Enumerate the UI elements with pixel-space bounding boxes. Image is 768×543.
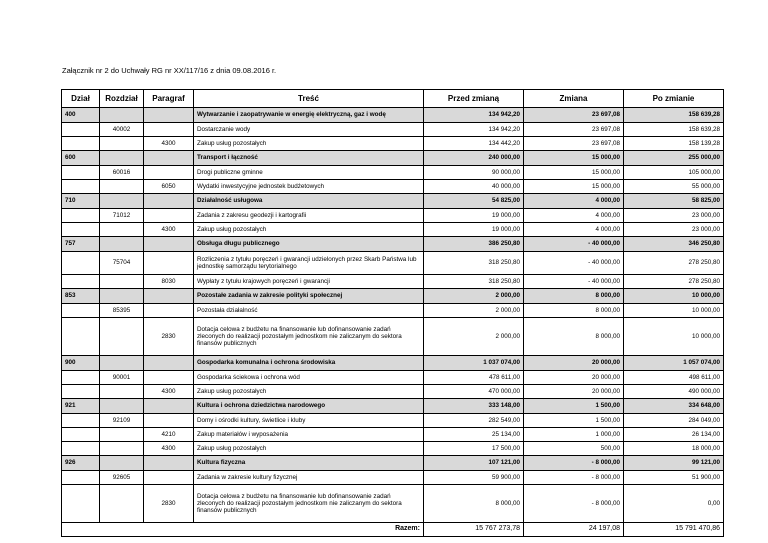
cell-przed-zmiana: 54 825,00 [424, 194, 524, 209]
cell-paragraf: 4300 [144, 137, 194, 151]
cell-dzial [62, 318, 100, 356]
cell-po-zmianie: 26 134,00 [624, 428, 724, 442]
cell-przed-zmiana: 478 611,00 [424, 371, 524, 385]
cell-dzial [62, 471, 100, 485]
cell-po-zmianie: 278 250,80 [624, 275, 724, 289]
cell-paragraf [144, 108, 194, 123]
cell-przed-zmiana: 134 942,20 [424, 108, 524, 123]
cell-zmiana: 4 000,00 [524, 194, 624, 209]
header-tresc: Treść [194, 90, 424, 108]
cell-zmiana: 8 000,00 [524, 304, 624, 318]
cell-zmiana: 15 000,00 [524, 180, 624, 194]
cell-zmiana: 4 000,00 [524, 223, 624, 237]
cell-zmiana: 1 500,00 [524, 399, 624, 414]
cell-tresc: Wypłaty z tytułu krajowych poręczeń i gwarancji [194, 275, 424, 289]
cell-rozdzial [100, 194, 144, 209]
cell-przed-zmiana: 470 000,00 [424, 385, 524, 399]
cell-przed-zmiana: 17 500,00 [424, 442, 524, 456]
table-row-dzial [62, 356, 724, 371]
table-row [62, 471, 724, 485]
cell-rozdzial [100, 318, 144, 356]
header-przed-zmiana: Przed zmianą [424, 90, 524, 108]
cell-dzial [62, 275, 100, 289]
cell-po-zmianie: 10 000,00 [624, 289, 724, 304]
cell-po-zmianie: 10 000,00 [624, 304, 724, 318]
cell-zmiana: 1 000,00 [524, 428, 624, 442]
cell-dzial: 921 [62, 399, 100, 414]
table-row [62, 428, 724, 442]
cell-po-zmianie: 346 250,80 [624, 237, 724, 252]
cell-tresc: Zakup usług pozostałych [194, 385, 424, 399]
table-row [62, 123, 724, 137]
cell-przed-zmiana: 134 442,20 [424, 137, 524, 151]
cell-paragraf [144, 289, 194, 304]
cell-przed-zmiana: 282 549,00 [424, 414, 524, 428]
cell-dzial [62, 209, 100, 223]
budget-table [61, 89, 724, 537]
cell-paragraf [144, 304, 194, 318]
total-zmiana: 24 197,08 [524, 523, 624, 537]
cell-tresc: Wytwarzanie i zaopatrywanie w energię elektryczną, gaz i wodę [194, 108, 424, 123]
cell-tresc: Transport i łączność [194, 151, 424, 166]
cell-przed-zmiana: 2 000,00 [424, 318, 524, 356]
cell-po-zmianie: 58 825,00 [624, 194, 724, 209]
cell-paragraf [144, 399, 194, 414]
cell-tresc: Dotacja celowa z budżetu na finansowanie lub dofinansowanie zadań zleconych do realizacji pozostałym jednostkom nie zaliczanym do sektora finansów publicznych [194, 318, 424, 356]
cell-rozdzial: 92605 [100, 471, 144, 485]
table-row-dzial [62, 108, 724, 123]
cell-rozdzial: 71012 [100, 209, 144, 223]
table-row [62, 209, 724, 223]
table-body [62, 108, 724, 523]
cell-po-zmianie: 51 900,00 [624, 471, 724, 485]
cell-paragraf: 2830 [144, 485, 194, 523]
total-po: 15 791 470,86 [624, 523, 724, 537]
cell-po-zmianie: 278 250,80 [624, 252, 724, 275]
cell-po-zmianie: 55 000,00 [624, 180, 724, 194]
cell-paragraf [144, 252, 194, 275]
cell-tresc: Kultura i ochrona dziedzictwa narodowego [194, 399, 424, 414]
table-row [62, 442, 724, 456]
table-row [62, 275, 724, 289]
total-row [62, 523, 724, 537]
table-row-dzial [62, 194, 724, 209]
table-row-dzial [62, 151, 724, 166]
total-label: Razem: [62, 523, 424, 537]
cell-dzial [62, 485, 100, 523]
cell-rozdzial: 75704 [100, 252, 144, 275]
header-dzial: Dział [62, 90, 100, 108]
cell-tresc: Zakup usług pozostałych [194, 137, 424, 151]
cell-zmiana: 1 500,00 [524, 414, 624, 428]
total-przed: 15 767 273,78 [424, 523, 524, 537]
table-row [62, 485, 724, 523]
cell-rozdzial [100, 108, 144, 123]
cell-rozdzial [100, 485, 144, 523]
table-row [62, 180, 724, 194]
cell-przed-zmiana: 2 000,00 [424, 304, 524, 318]
table-row [62, 252, 724, 275]
cell-rozdzial [100, 223, 144, 237]
cell-tresc: Zadania w zakresie kultury fizycznej [194, 471, 424, 485]
cell-zmiana: 8 000,00 [524, 289, 624, 304]
cell-tresc: Domy i ośrodki kultury, świetlice i kluby [194, 414, 424, 428]
table-row [62, 137, 724, 151]
cell-dzial [62, 252, 100, 275]
cell-zmiana: 20 000,00 [524, 385, 624, 399]
cell-dzial: 400 [62, 108, 100, 123]
cell-zmiana: - 8 000,00 [524, 471, 624, 485]
cell-paragraf: 6050 [144, 180, 194, 194]
cell-paragraf [144, 356, 194, 371]
table-row-dzial [62, 399, 724, 414]
cell-przed-zmiana: 25 134,00 [424, 428, 524, 442]
cell-dzial [62, 442, 100, 456]
cell-rozdzial [100, 456, 144, 471]
cell-dzial [62, 304, 100, 318]
table-header-row [62, 90, 724, 108]
cell-zmiana: 23 697,08 [524, 123, 624, 137]
cell-tresc: Gospodarka komunalna i ochrona środowiska [194, 356, 424, 371]
cell-dzial: 600 [62, 151, 100, 166]
cell-zmiana: - 40 000,00 [524, 252, 624, 275]
document-caption: Załącznik nr 2 do Uchwały RG nr XX/117/16 z dnia 09.08.2016 r. [62, 66, 277, 75]
cell-rozdzial [100, 399, 144, 414]
header-po-zmianie: Po zmianie [624, 90, 724, 108]
cell-rozdzial [100, 151, 144, 166]
cell-paragraf: 4300 [144, 223, 194, 237]
cell-po-zmianie: 158 639,28 [624, 108, 724, 123]
cell-dzial: 710 [62, 194, 100, 209]
cell-tresc: Działalność usługowa [194, 194, 424, 209]
cell-po-zmianie: 18 000,00 [624, 442, 724, 456]
cell-po-zmianie: 334 648,00 [624, 399, 724, 414]
cell-paragraf [144, 371, 194, 385]
cell-paragraf: 2830 [144, 318, 194, 356]
cell-zmiana: 15 000,00 [524, 166, 624, 180]
cell-paragraf: 4300 [144, 385, 194, 399]
cell-zmiana: 4 000,00 [524, 209, 624, 223]
cell-tresc: Zakup usług pozostałych [194, 442, 424, 456]
cell-rozdzial [100, 356, 144, 371]
cell-zmiana: 8 000,00 [524, 318, 624, 356]
cell-przed-zmiana: 386 250,80 [424, 237, 524, 252]
cell-po-zmianie: 23 000,00 [624, 209, 724, 223]
cell-przed-zmiana: 134 942,20 [424, 123, 524, 137]
cell-tresc: Dotacja celowa z budżetu na finansowanie lub dofinansowanie zadań zleconych do realizacji pozostałym jednostkom nie zaliczanym do sektora finansów publicznych [194, 485, 424, 523]
table-row-dzial [62, 289, 724, 304]
cell-przed-zmiana: 8 000,00 [424, 485, 524, 523]
cell-po-zmianie: 10 000,00 [624, 318, 724, 356]
table-row-dzial [62, 456, 724, 471]
cell-paragraf: 8030 [144, 275, 194, 289]
cell-paragraf [144, 414, 194, 428]
cell-dzial [62, 123, 100, 137]
table-row [62, 414, 724, 428]
cell-tresc: Pozostała działalność [194, 304, 424, 318]
cell-przed-zmiana: 240 000,00 [424, 151, 524, 166]
cell-rozdzial [100, 385, 144, 399]
cell-dzial [62, 371, 100, 385]
cell-dzial [62, 223, 100, 237]
cell-zmiana: 20 000,00 [524, 371, 624, 385]
table-row [62, 371, 724, 385]
cell-dzial: 853 [62, 289, 100, 304]
cell-rozdzial [100, 289, 144, 304]
cell-paragraf [144, 194, 194, 209]
table-row [62, 304, 724, 318]
cell-dzial: 900 [62, 356, 100, 371]
cell-dzial [62, 180, 100, 194]
cell-przed-zmiana: 59 900,00 [424, 471, 524, 485]
table-row [62, 223, 724, 237]
cell-rozdzial [100, 137, 144, 151]
header-paragraf: Paragraf [144, 90, 194, 108]
cell-zmiana: 23 697,08 [524, 137, 624, 151]
cell-po-zmianie: 498 611,00 [624, 371, 724, 385]
cell-tresc: Rozliczenia z tytułu poręczeń i gwarancji udzielonych przez Skarb Państwa lub jednostkę samorządu terytorialnego [194, 252, 424, 275]
cell-rozdzial [100, 275, 144, 289]
cell-zmiana: 20 000,00 [524, 356, 624, 371]
cell-rozdzial: 40002 [100, 123, 144, 137]
cell-przed-zmiana: 318 250,80 [424, 252, 524, 275]
cell-rozdzial [100, 442, 144, 456]
cell-po-zmianie: 255 000,00 [624, 151, 724, 166]
cell-zmiana: - 40 000,00 [524, 275, 624, 289]
cell-tresc: Obsługa długu publicznego [194, 237, 424, 252]
header-zmiana: Zmiana [524, 90, 624, 108]
cell-rozdzial: 85395 [100, 304, 144, 318]
cell-tresc: Drogi publiczne gminne [194, 166, 424, 180]
cell-zmiana: - 40 000,00 [524, 237, 624, 252]
cell-rozdzial: 90001 [100, 371, 144, 385]
cell-po-zmianie: 158 139,28 [624, 137, 724, 151]
cell-tresc: Dostarczanie wody [194, 123, 424, 137]
cell-po-zmianie: 284 049,00 [624, 414, 724, 428]
cell-przed-zmiana: 318 250,80 [424, 275, 524, 289]
cell-tresc: Wydatki inwestycyjne jednostek budżetowych [194, 180, 424, 194]
cell-dzial [62, 385, 100, 399]
cell-dzial [62, 414, 100, 428]
cell-zmiana: 15 000,00 [524, 151, 624, 166]
cell-po-zmianie: 0,00 [624, 485, 724, 523]
cell-przed-zmiana: 19 000,00 [424, 223, 524, 237]
cell-tresc: Zakup usług pozostałych [194, 223, 424, 237]
cell-tresc: Gospodarka ściekowa i ochrona wód [194, 371, 424, 385]
cell-przed-zmiana: 333 148,00 [424, 399, 524, 414]
cell-zmiana: 500,00 [524, 442, 624, 456]
cell-zmiana: 23 697,08 [524, 108, 624, 123]
table-row-dzial [62, 237, 724, 252]
cell-paragraf: 4300 [144, 442, 194, 456]
table-row [62, 166, 724, 180]
cell-po-zmianie: 99 121,00 [624, 456, 724, 471]
cell-po-zmianie: 490 000,00 [624, 385, 724, 399]
header-rozdzial: Rozdział [100, 90, 144, 108]
cell-dzial [62, 428, 100, 442]
cell-przed-zmiana: 19 000,00 [424, 209, 524, 223]
cell-po-zmianie: 1 057 074,00 [624, 356, 724, 371]
cell-tresc: Pozostałe zadania w zakresie polityki społecznej [194, 289, 424, 304]
cell-paragraf: 4210 [144, 428, 194, 442]
cell-zmiana: - 8 000,00 [524, 485, 624, 523]
cell-rozdzial: 92109 [100, 414, 144, 428]
cell-rozdzial [100, 428, 144, 442]
cell-paragraf [144, 151, 194, 166]
cell-paragraf [144, 456, 194, 471]
cell-dzial: 757 [62, 237, 100, 252]
cell-rozdzial: 60016 [100, 166, 144, 180]
cell-paragraf [144, 166, 194, 180]
cell-paragraf [144, 237, 194, 252]
cell-zmiana: - 8 000,00 [524, 456, 624, 471]
cell-przed-zmiana: 107 121,00 [424, 456, 524, 471]
cell-po-zmianie: 105 000,00 [624, 166, 724, 180]
cell-paragraf [144, 123, 194, 137]
cell-dzial [62, 137, 100, 151]
cell-po-zmianie: 23 000,00 [624, 223, 724, 237]
cell-tresc: Zakup materiałów i wyposażenia [194, 428, 424, 442]
cell-rozdzial [100, 237, 144, 252]
cell-tresc: Zadania z zakresu geodezji i kartografii [194, 209, 424, 223]
cell-tresc: Kultura fizyczna [194, 456, 424, 471]
cell-po-zmianie: 158 639,28 [624, 123, 724, 137]
cell-paragraf [144, 209, 194, 223]
cell-przed-zmiana: 40 000,00 [424, 180, 524, 194]
cell-przed-zmiana: 2 000,00 [424, 289, 524, 304]
table-row [62, 318, 724, 356]
table-row [62, 385, 724, 399]
cell-paragraf [144, 471, 194, 485]
cell-rozdzial [100, 180, 144, 194]
cell-przed-zmiana: 90 000,00 [424, 166, 524, 180]
cell-dzial: 926 [62, 456, 100, 471]
cell-przed-zmiana: 1 037 074,00 [424, 356, 524, 371]
cell-dzial [62, 166, 100, 180]
